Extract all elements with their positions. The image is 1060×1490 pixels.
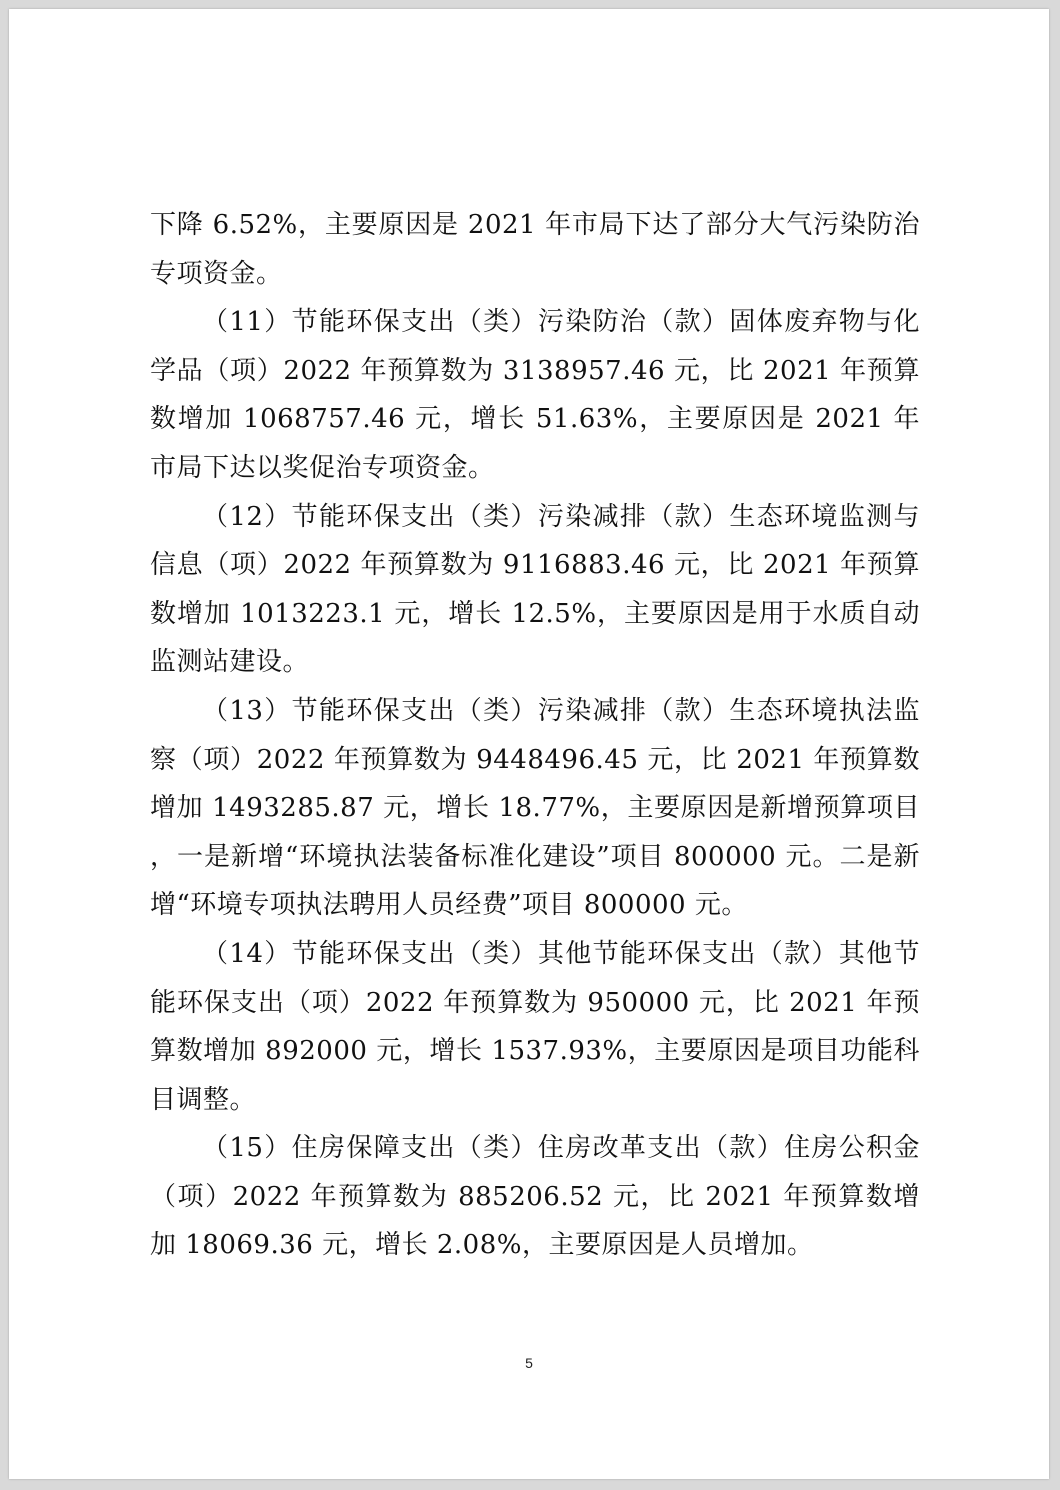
- document-page: [9, 9, 1049, 1479]
- document-body: [150, 201, 920, 1270]
- paragraph-item-14: （14）节能环保支出（类）其他节能环保支出（款）其他节能环保支出（项）2022 年预算数为 950000 元，比 2021 年预算数增加 892000 元，增长 1537.93%，主要原因是项目功能科目调整。: [150, 938, 920, 1115]
- paragraph-item-13: （13）节能环保支出（类）污染减排（款）生态环境执法监察（项）2022 年预算数为 9448496.45 元，比 2021 年预算数增加 1493285.87 元，增长 18.77%，主要原因是新增预算项目，一是新增“环境执法装备标准化建设”项目 800000 元。二是新增“环境专项执法聘用人员经费”项目 800000 元。: [150, 695, 920, 921]
- paragraph-continued: 下降 6.52%，主要原因是 2021 年市局下达了部分大气污染防治专项资金。: [150, 210, 920, 289]
- paragraph-item-11: （11）节能环保支出（类）污染防治（款）固体废弃物与化学品（项）2022 年预算数为 3138957.46 元，比 2021 年预算数增加 1068757.46 元，增长 51.63%，主要原因是 2021 年市局下达以奖促治专项资金。: [150, 307, 920, 483]
- paragraph-item-15: （15）住房保障支出（类）住房改革支出（款）住房公积金（项）2022 年预算数为 885206.52 元，比 2021 年预算数增加 18069.36 元，增长 2.08%，主要原因是人员增加。: [150, 1133, 920, 1261]
- page-number: 5: [525, 1355, 533, 1371]
- paragraph-item-12: （12）节能环保支出（类）污染减排（款）生态环境监测与信息（项）2022 年预算数为 9116883.46 元，比 2021 年预算数增加 1013223.1 元，增长 12.5%，主要原因是用于水质自动监测站建设。: [150, 501, 920, 678]
